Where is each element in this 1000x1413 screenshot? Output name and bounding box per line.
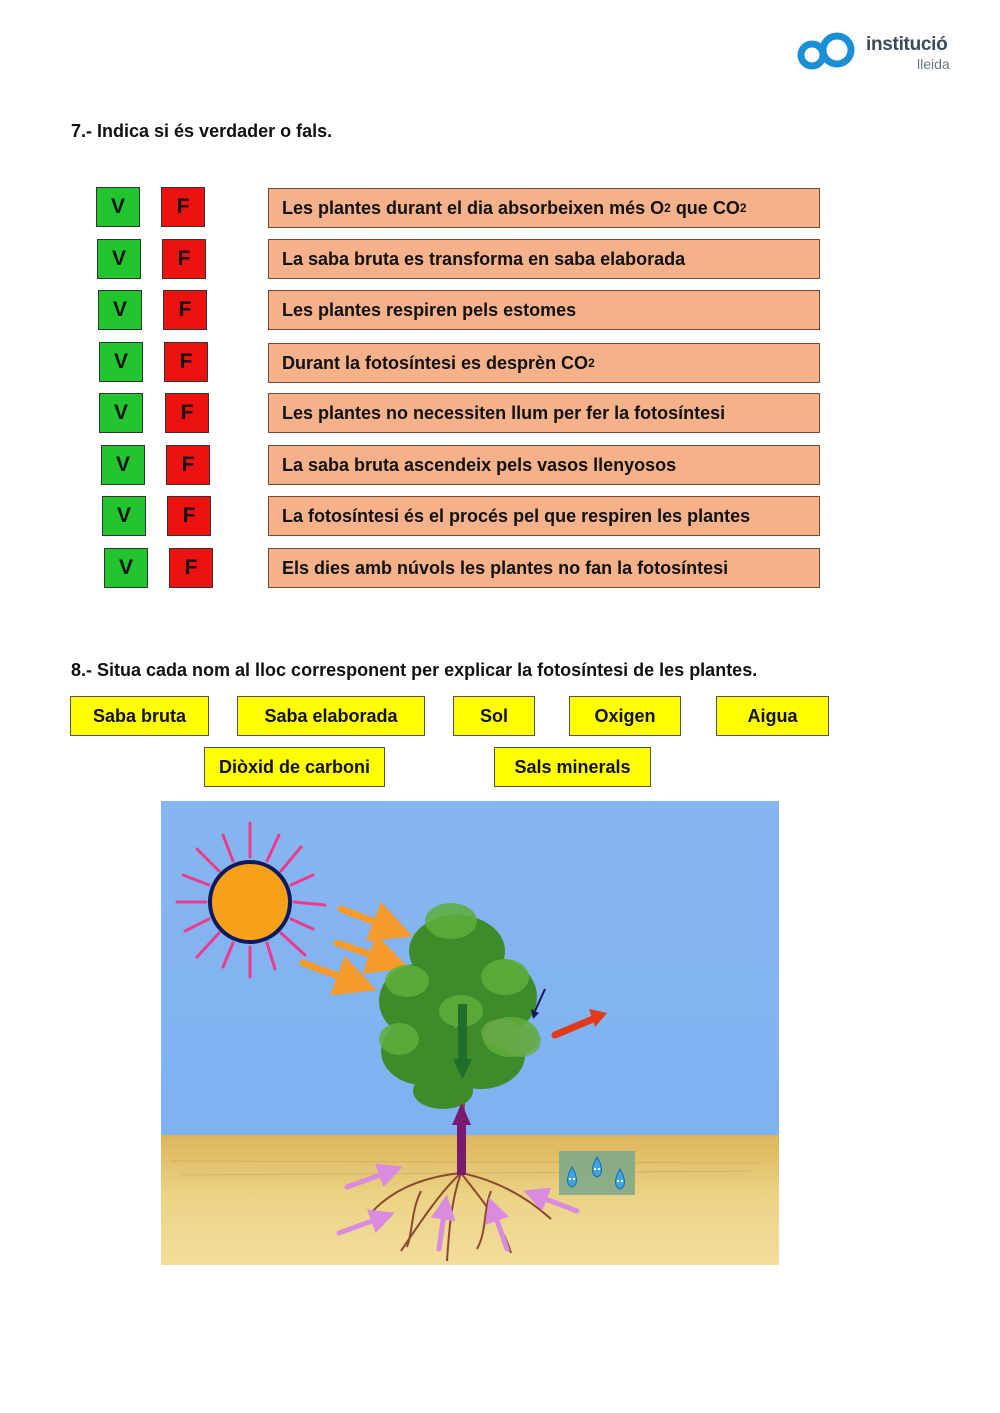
logo-city-text: lleida bbox=[917, 56, 950, 72]
photosynthesis-illustration bbox=[161, 801, 779, 1265]
word-sals-minerals[interactable]: Sals minerals bbox=[494, 747, 651, 787]
statement-1 bbox=[268, 188, 820, 228]
statement-2-text: La saba bruta es transforma en saba elaborada bbox=[282, 248, 686, 269]
true-button-1[interactable]: V bbox=[96, 187, 140, 227]
statement-3-text: Les plantes respiren pels estomes bbox=[282, 299, 577, 320]
statement-4-text: Durant la fotosíntesi es desprèn CO bbox=[282, 352, 589, 373]
true-button-7[interactable]: V bbox=[102, 496, 146, 536]
true-button-6[interactable]: V bbox=[101, 445, 145, 485]
true-button-2[interactable]: V bbox=[97, 239, 141, 279]
statement-4 bbox=[268, 343, 820, 383]
word-saba-bruta[interactable]: Saba bruta bbox=[70, 696, 209, 736]
word-saba-elaborada[interactable]: Saba elaborada bbox=[237, 696, 425, 736]
word-oxigen[interactable]: Oxigen bbox=[569, 696, 681, 736]
word-dioxid-de-carboni[interactable]: Diòxid de carboni bbox=[204, 747, 385, 787]
false-button-1[interactable]: F bbox=[161, 187, 205, 227]
true-button-4[interactable]: V bbox=[99, 342, 143, 382]
statement-7-text: La fotosíntesi és el procés pel que respiren les plantes bbox=[282, 505, 751, 526]
statement-6-text: La saba bruta ascendeix pels vasos llenyosos bbox=[282, 454, 677, 475]
word-aigua[interactable]: Aigua bbox=[716, 696, 829, 736]
true-button-5[interactable]: V bbox=[99, 393, 143, 433]
false-button-6[interactable]: F bbox=[166, 445, 210, 485]
institucio-lleida-logo bbox=[796, 28, 966, 76]
statement-8-text: Els dies amb núvols les plantes no fan la fotosíntesi bbox=[282, 557, 729, 578]
word-sol[interactable]: Sol bbox=[453, 696, 535, 736]
false-button-7[interactable]: F bbox=[167, 496, 211, 536]
soil bbox=[161, 1135, 779, 1265]
statement-6 bbox=[268, 445, 820, 485]
subscript-2: 2 bbox=[739, 201, 747, 215]
statement-5 bbox=[268, 393, 820, 433]
false-button-8[interactable]: F bbox=[169, 548, 213, 588]
question-8-title: 8.- Situa cada nom al lloc corresponent per explicar la fotosíntesi de les plantes. bbox=[71, 660, 758, 680]
true-button-8[interactable]: V bbox=[104, 548, 148, 588]
subscript-2: 2 bbox=[664, 201, 671, 215]
false-button-4[interactable]: F bbox=[164, 342, 208, 382]
statement-3 bbox=[268, 290, 820, 330]
statement-8 bbox=[268, 548, 820, 588]
subscript-2: 2 bbox=[588, 356, 595, 370]
statement-1-text: Les plantes durant el dia absorbeixen més O bbox=[282, 197, 665, 218]
logo-circles-icon bbox=[796, 30, 858, 74]
false-button-5[interactable]: F bbox=[165, 393, 209, 433]
logo-brand-text: institució bbox=[866, 34, 948, 55]
false-button-2[interactable]: F bbox=[162, 239, 206, 279]
true-button-3[interactable]: V bbox=[98, 290, 142, 330]
question-7-title: 7.- Indica si és verdader o fals. bbox=[71, 121, 333, 141]
false-button-3[interactable]: F bbox=[163, 290, 207, 330]
statement-7 bbox=[268, 496, 820, 536]
statement-2 bbox=[268, 239, 820, 279]
statement-5-text: Les plantes no necessiten llum per fer la fotosíntesi bbox=[282, 402, 726, 423]
water-drops-icon bbox=[559, 1151, 635, 1195]
statement-1-text-b: que CO bbox=[670, 197, 740, 218]
